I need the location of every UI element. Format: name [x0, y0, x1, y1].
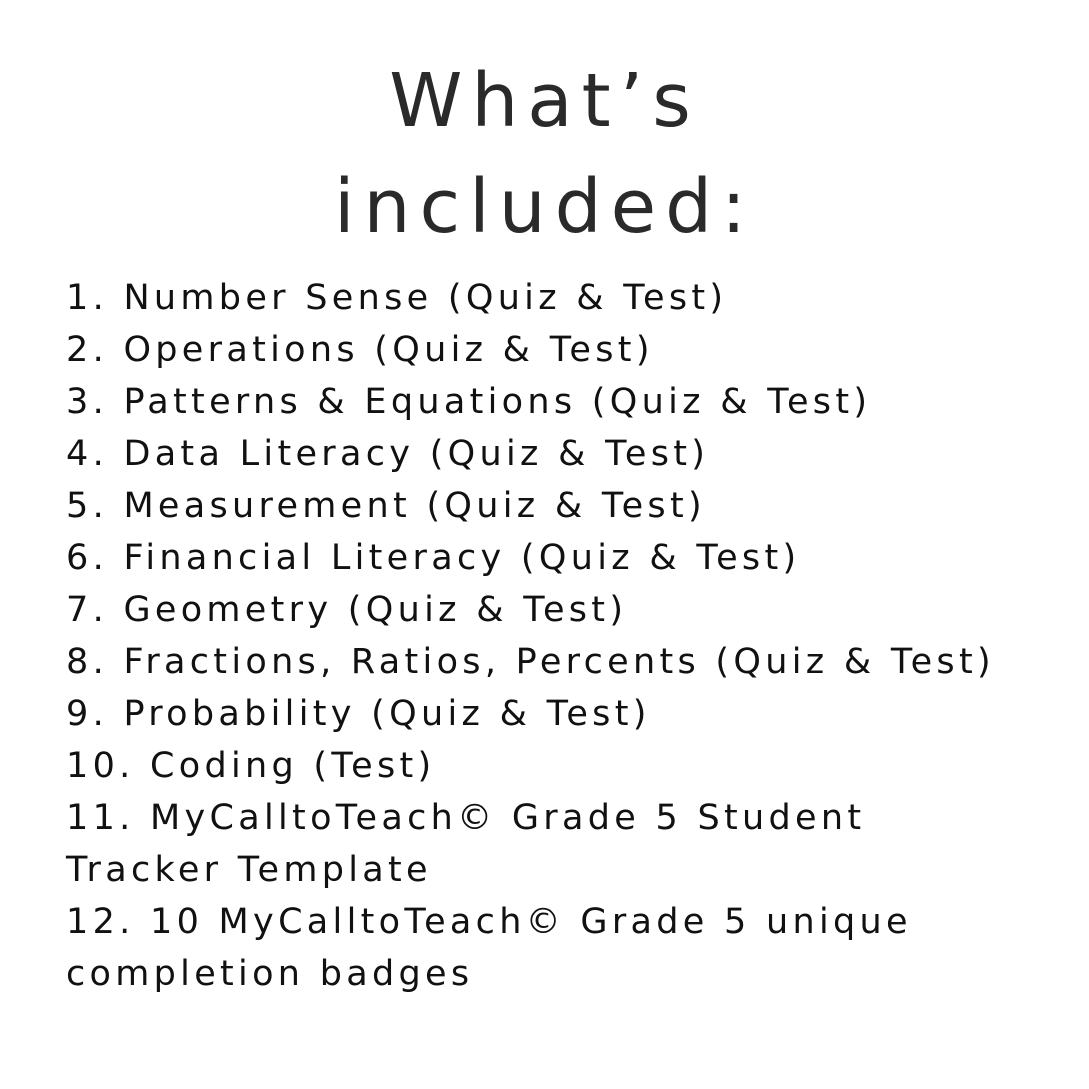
item-number: 11. — [66, 798, 135, 838]
item-text: Fractions, Ratios, Percents (Quiz & Test) — [123, 642, 995, 682]
item-text: 10 MyCalltoTeach© Grade 5 unique completion badges — [66, 902, 912, 994]
item-number: 12. — [66, 902, 135, 942]
item-number: 4. — [66, 434, 108, 474]
title-line-1: What’s — [389, 58, 700, 144]
item-text: Data Literacy (Quiz & Test) — [123, 434, 710, 474]
page-title — [0, 48, 1089, 260]
item-number: 6. — [66, 538, 108, 578]
item-number: 3. — [66, 382, 108, 422]
title-line-2: included: — [333, 164, 755, 250]
item-number: 10. — [66, 746, 135, 786]
list-item — [66, 480, 1076, 532]
item-text: Operations (Quiz & Test) — [123, 330, 654, 370]
list-item — [66, 584, 1076, 636]
item-text: Measurement (Quiz & Test) — [123, 486, 706, 526]
item-text: Patterns & Equations (Quiz & Test) — [123, 382, 872, 422]
list-item — [66, 740, 1076, 792]
item-number: 5. — [66, 486, 108, 526]
item-number: 2. — [66, 330, 108, 370]
list-item — [66, 324, 1076, 376]
list-item — [66, 688, 1076, 740]
item-text: Number Sense (Quiz & Test) — [123, 278, 728, 318]
item-number: 8. — [66, 642, 108, 682]
list-item — [66, 272, 1076, 324]
item-text: Probability (Quiz & Test) — [123, 694, 651, 734]
list-item — [66, 376, 1076, 428]
list-item — [66, 428, 1076, 480]
item-text: Financial Literacy (Quiz & Test) — [123, 538, 801, 578]
item-text: Geometry (Quiz & Test) — [123, 590, 628, 630]
item-number: 1. — [66, 278, 108, 318]
item-number: 9. — [66, 694, 108, 734]
list-item — [66, 792, 966, 896]
item-text: MyCalltoTeach© Grade 5 Student Tracker Template — [66, 798, 866, 890]
included-items-list — [66, 272, 1076, 1000]
list-item — [66, 896, 966, 1000]
list-item — [66, 532, 1076, 584]
item-number: 7. — [66, 590, 108, 630]
item-text: Coding (Test) — [150, 746, 436, 786]
list-item — [66, 636, 1076, 688]
